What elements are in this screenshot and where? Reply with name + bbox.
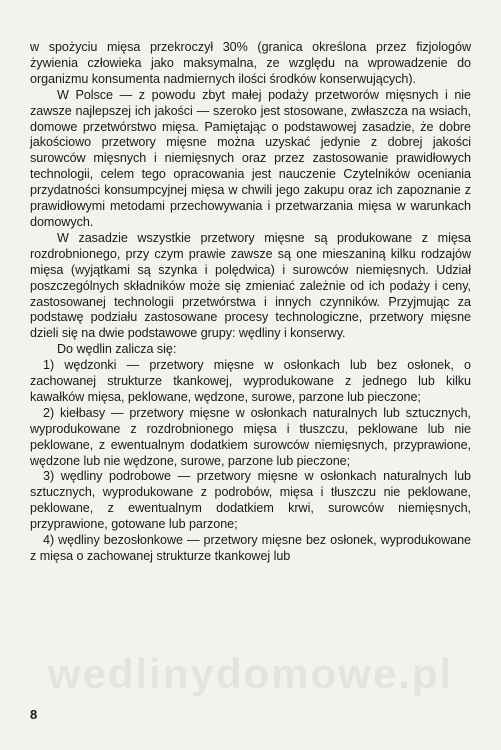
- page-number: 8: [30, 707, 38, 722]
- paragraph: W zasadzie wszystkie przetwory mięsne są produkowane z mięsa rozdrobnionego, przy czym prawie zawsze są one mieszaniną kilku rodzajów mięsa (wyjątkami są szynka i polędwica) i surowców niemięsnych. Udział poszczególnych składników może się zmieniać zależnie od ich podaży i ceny, zastosowanej technologii przetwórstwa i innych czynników. Przyjmując za podstawę podziału zastosowane procesy technologiczne, przetwory mięsne dzieli się na dwie podstawowe grupy: wędliny i konserwy.: [30, 230, 471, 341]
- paragraph: w spożyciu mięsa przekroczył 30% (granica określona przez fizjologów żywienia człowieka jako maksymalna, ze względu na wprowadzenie do organizmu konsumenta nadmiernych ilości środków konserwujących).: [30, 40, 471, 86]
- paragraph: W Polsce — z powodu zbyt małej podaży przetworów mięsnych i nie zawsze najlepszej ich jakości — szeroko jest stosowane, zwłaszcza na wsiach, domowe przetwórstwo mięsa. Pamiętając o podstawowej zasadzie, że dobre jakościowo przetwory mięsne można uzyskać jedynie z dobrej jakości surowców mięsnych i niemięsnych oraz przez zastosowanie prawidłowych technologii, celem tego opracowania jest nauczenie Czytelników oceniania przydatności konsumpcyjnej mięsa w chwili jego zakupu oraz ich zapoznanie z prawidłowymi metodami przechowywania i przetwarzania mięsa w warunkach domowych.: [30, 87, 471, 229]
- page-body-text: [30, 40, 471, 565]
- list-item: 4) wędliny bezosłonkowe — przetwory mięsne bez osłonek, wyprodukowane z mięsa o zachowanej strukturze tkankowej lub: [30, 533, 471, 563]
- watermark: wedlinydomowe.pl: [47, 650, 454, 697]
- list-item: 3) wędliny podrobowe — przetwory mięsne w osłonkach naturalnych lub sztucznych, wyprodukowane z podrobów, mięsa i tłuszczu nie peklowane, peklowane, z ewentualnym dodatkiem krwi, surowców niemięsnych, przyprawione, gotowane lub parzone;: [30, 469, 471, 532]
- list-item: 1) wędzonki — przetwory mięsne w osłonkach lub bez osłonek, o zachowanej strukturze tkankowej, wyprodukowane z jednego lub kilku kawałków mięsa, peklowane, wędzone, surowe, parzone lub pieczone;: [30, 358, 471, 404]
- paragraph: Do wędlin zalicza się:: [57, 342, 177, 357]
- list-item: 2) kiełbasy — przetwory mięsne w osłonkach naturalnych lub sztucznych, wyprodukowane z rozdrobnionego mięsa i tłuszczu, peklowane lub nie peklowane, z ewentualnym dodatkiem surowców niemięsnych, przyprawione, wędzone lub nie wędzone, surowe, parzone lub pieczone;: [30, 405, 471, 468]
